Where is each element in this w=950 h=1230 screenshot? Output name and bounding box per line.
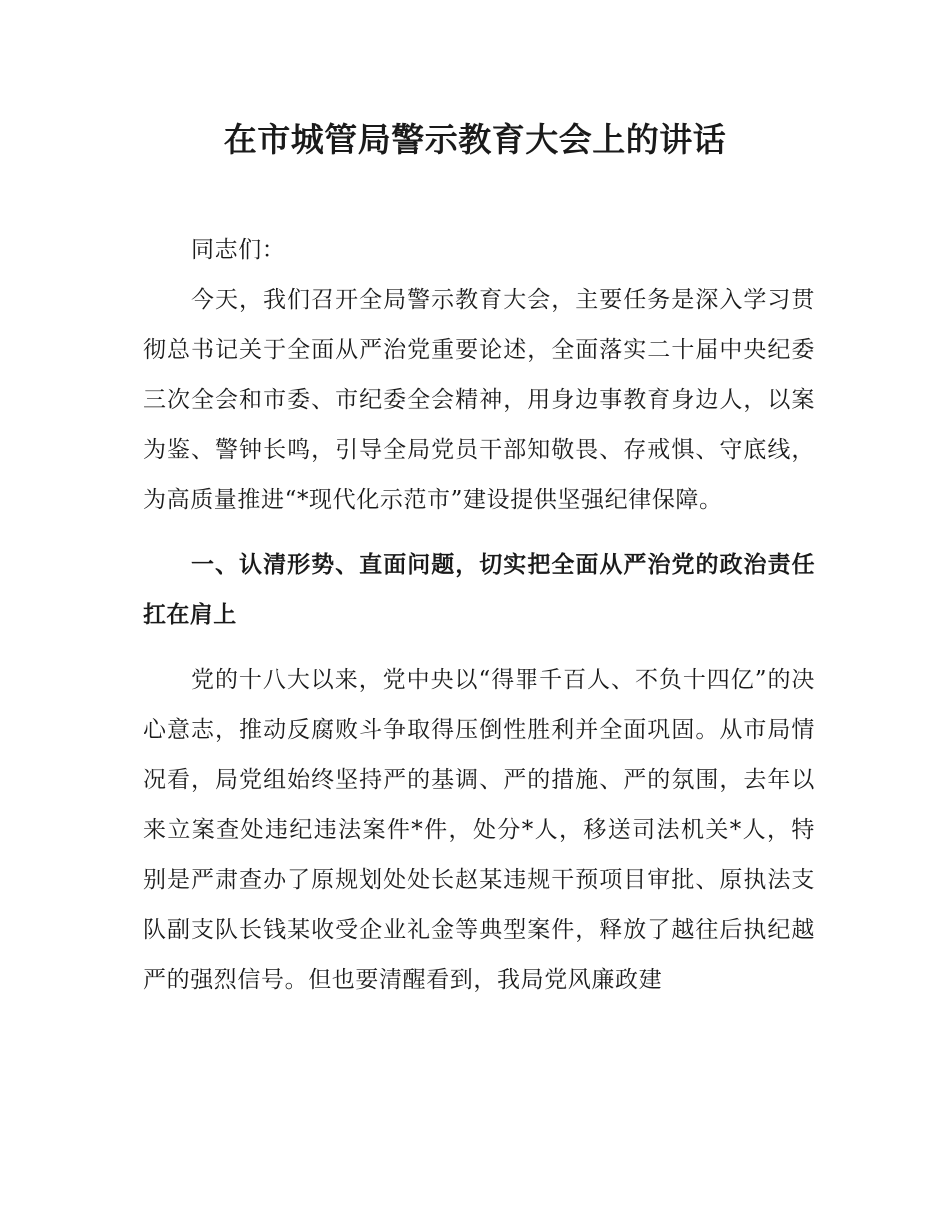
document-title: 在市城管局警示教育大会上的讲话 bbox=[223, 120, 727, 159]
section-1-paragraph-1: 党的十八大以来，党中央以“得罪千百人、不负十四亿”的决心意志，推动反腐败斗争取得压倒性胜利并全面巩固。从市局情况看，局党组始终坚持严的基调、严的措施、严的氛围，去年以来立案查处违纪违法案件*件，处分*人，移送司法机关*人，特别是严肃查办了原规划处处长赵某违规干预项目审批、原执法支队副支队长钱某收受企业礼金等典型案件，释放了越往后执纪越严的强烈信号。但也要清醒看到，我局党风廉政建 bbox=[143, 667, 815, 993]
intro-paragraph: 今天，我们召开全局警示教育大会，主要任务是深入学习贯彻总书记关于全面从严治党重要论述，全面落实二十届中央纪委三次全会和市委、市纪委全会精神，用身边事教育身边人，以案为鉴、警钟长鸣，引导全局党员干部知敬畏、存戒惧、守底线，为高质量推进“*现代化示范市”建设提供坚强纪律保障。 bbox=[143, 287, 815, 513]
section-heading-1: 一、认清形势、直面问题，切实把全面从严治党的政治责任扛在肩上 bbox=[143, 552, 815, 628]
salutation: 同志们： bbox=[191, 237, 286, 263]
document-body bbox=[143, 225, 815, 1005]
